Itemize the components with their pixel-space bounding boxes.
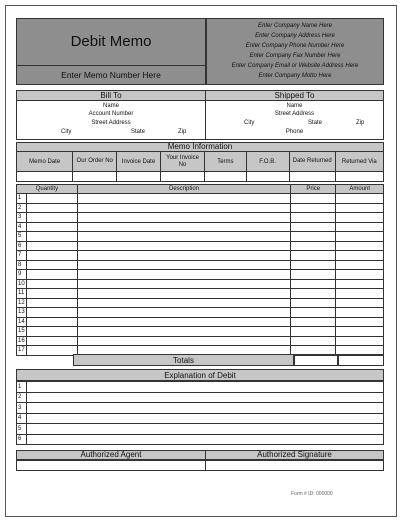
shipped-to-name[interactable]: Name (286, 103, 303, 109)
price-total-cell[interactable] (294, 354, 338, 366)
amount-total-cell[interactable] (338, 354, 384, 366)
our-order-no-cell[interactable] (73, 172, 117, 182)
price-cell[interactable] (291, 308, 336, 318)
explanation-row-number: 5 (17, 424, 27, 435)
explanation-row-number: 3 (17, 403, 27, 414)
price-cell[interactable] (291, 213, 336, 223)
amount-cell[interactable] (336, 213, 384, 223)
row-number: 12 (18, 299, 25, 306)
memo-number-box[interactable] (16, 65, 206, 85)
totals-label: Totals (173, 356, 194, 365)
quantity-cell[interactable] (26, 222, 77, 232)
date-returned-cell[interactable] (289, 172, 335, 182)
amount-cell[interactable] (336, 232, 384, 242)
agent-header (16, 450, 206, 460)
explanation-row (17, 434, 384, 445)
memo-col-your-invoice-no: Your Invoice No (160, 152, 204, 172)
item-row (17, 213, 384, 223)
amount-cell[interactable] (336, 317, 384, 327)
price-cell[interactable] (291, 336, 336, 346)
item-row (17, 260, 384, 270)
company-address[interactable]: Enter Company Address Here (255, 33, 335, 39)
price-cell[interactable] (291, 327, 336, 337)
amount-cell[interactable] (336, 298, 384, 308)
item-row (17, 270, 384, 280)
quantity-cell[interactable] (26, 213, 77, 223)
agent-field[interactable] (16, 460, 206, 471)
memo-info-table (16, 151, 384, 182)
quantity-cell[interactable] (26, 317, 77, 327)
price-cell[interactable] (291, 260, 336, 270)
description-cell[interactable] (77, 317, 290, 327)
explanation-row-number: 1 (17, 382, 27, 393)
description-cell[interactable] (77, 241, 290, 251)
explanation-row-number: 6 (17, 434, 27, 445)
bill-to-zip[interactable]: Zip (178, 129, 187, 135)
description-cell[interactable] (77, 270, 290, 280)
item-row (17, 308, 384, 318)
shipped-to-header (205, 90, 384, 101)
bill-to-account[interactable]: Account Number (88, 111, 134, 117)
col-quantity: Quantity (17, 185, 78, 194)
quantity-cell[interactable] (26, 241, 77, 251)
memo-col-memo-date: Memo Date (17, 152, 73, 172)
description-cell[interactable] (77, 194, 290, 204)
row-number: 2 (17, 203, 27, 213)
quantity-cell[interactable] (26, 336, 77, 346)
item-row (17, 251, 384, 261)
amount-cell[interactable] (336, 289, 384, 299)
item-rows (17, 194, 384, 356)
item-row (17, 289, 384, 299)
price-cell[interactable] (291, 317, 336, 327)
explanation-row (17, 413, 384, 424)
amount-cell[interactable] (336, 279, 384, 289)
explanation-heading: Explanation of Debit (164, 371, 236, 380)
price-cell[interactable] (291, 241, 336, 251)
amount-cell[interactable] (336, 308, 384, 318)
row-number: 7 (17, 251, 27, 261)
quantity-cell[interactable] (26, 298, 77, 308)
row-number: 17 (18, 347, 25, 354)
company-email[interactable]: Enter Company Email or Website Address Here (231, 63, 359, 69)
company-motto[interactable]: Enter Company Motto Here (258, 73, 332, 79)
invoice-date-cell[interactable] (117, 172, 161, 182)
company-info-box (206, 18, 384, 85)
quantity-cell[interactable] (26, 308, 77, 318)
explanation-row-number: 2 (17, 392, 27, 403)
description-cell[interactable] (77, 222, 290, 232)
quantity-cell[interactable] (26, 251, 77, 261)
explanation-row (17, 424, 384, 435)
price-cell[interactable] (291, 279, 336, 289)
quantity-cell[interactable] (26, 279, 77, 289)
description-cell[interactable] (77, 203, 290, 213)
description-cell[interactable] (77, 251, 290, 261)
row-number: 6 (17, 241, 27, 251)
memo-col-our-order-no: Our Order No (73, 152, 117, 172)
description-cell[interactable] (77, 260, 290, 270)
col-description: Description (77, 185, 290, 194)
row-number: 3 (17, 213, 27, 223)
amount-cell[interactable] (336, 260, 384, 270)
price-cell[interactable] (291, 203, 336, 213)
col-amount: Amount (336, 185, 384, 194)
explanation-text-cell[interactable] (27, 413, 384, 424)
explanation-text-cell[interactable] (27, 434, 384, 445)
price-cell[interactable] (291, 270, 336, 280)
item-row (17, 194, 384, 204)
item-row (17, 327, 384, 337)
explanation-row (17, 382, 384, 393)
description-cell[interactable] (77, 308, 290, 318)
terms-cell[interactable] (205, 172, 246, 182)
memo-col-returned-via: Returned Via (335, 152, 383, 172)
shipped-to-city[interactable]: City (244, 120, 255, 126)
signature-header (205, 450, 384, 460)
col-price: Price (291, 185, 336, 194)
explanation-table (16, 381, 384, 445)
items-table (16, 184, 384, 356)
explanation-text-cell[interactable] (27, 392, 384, 403)
quantity-cell[interactable] (26, 346, 77, 356)
price-cell[interactable] (291, 222, 336, 232)
row-number: 9 (17, 270, 27, 280)
bill-to-heading: Bill To (100, 91, 122, 100)
amount-cell[interactable] (336, 203, 384, 213)
totals-bar (73, 354, 294, 366)
amount-cell[interactable] (336, 336, 384, 346)
explanation-row (17, 403, 384, 414)
row-number: 5 (17, 232, 27, 242)
item-row (17, 241, 384, 251)
amount-cell[interactable] (336, 251, 384, 261)
description-cell[interactable] (77, 213, 290, 223)
bill-to-state[interactable]: State (131, 129, 146, 135)
signature-label: Authorized Signature (257, 450, 332, 459)
quantity-cell[interactable] (26, 270, 77, 280)
row-number: 8 (17, 260, 27, 270)
amount-cell[interactable] (336, 241, 384, 251)
quantity-cell[interactable] (26, 327, 77, 337)
item-row (17, 279, 384, 289)
explanation-text-cell[interactable] (27, 403, 384, 414)
price-cell[interactable] (291, 251, 336, 261)
description-cell[interactable] (77, 232, 290, 242)
memo-date-cell[interactable] (17, 172, 73, 182)
debit-memo-form (5, 5, 397, 517)
memo-col-date-returned: Date Returned (289, 152, 335, 172)
row-number: 1 (17, 194, 27, 204)
shipped-to-phone[interactable]: Phone (285, 129, 304, 135)
price-cell[interactable] (291, 194, 336, 204)
price-cell[interactable] (291, 298, 336, 308)
memo-col-fob: F.O.B. (246, 152, 289, 172)
item-row (17, 317, 384, 327)
shipped-to-street[interactable]: Street Address (274, 111, 315, 117)
amount-cell[interactable] (336, 327, 384, 337)
signature-field[interactable] (205, 460, 384, 471)
explanation-header (16, 369, 384, 381)
quantity-cell[interactable] (26, 260, 77, 270)
memo-number-field[interactable]: Enter Memo Number Here (61, 70, 161, 80)
bill-to-city[interactable]: City (61, 129, 72, 135)
bill-to-name[interactable]: Name (102, 103, 119, 109)
price-cell[interactable] (291, 232, 336, 242)
quantity-cell[interactable] (26, 194, 77, 204)
memo-col-terms: Terms (205, 152, 246, 172)
row-number: 16 (18, 337, 25, 344)
fob-cell[interactable] (246, 172, 289, 182)
company-fax[interactable]: Enter Company Fax Number Here (249, 53, 341, 59)
row-number: 15 (18, 328, 25, 335)
row-number: 11 (17, 289, 27, 299)
row-number: 14 (18, 318, 25, 325)
memo-info-heading: Memo Information (167, 142, 233, 151)
explanation-text-cell[interactable] (27, 424, 384, 435)
description-cell[interactable] (77, 279, 290, 289)
amount-cell[interactable] (336, 222, 384, 232)
explanation-text-cell[interactable] (27, 382, 384, 393)
row-number: 13 (18, 309, 25, 316)
title-box (16, 18, 206, 66)
bill-to-header (16, 90, 206, 101)
agent-label: Authorized Agent (80, 450, 142, 459)
description-cell[interactable] (77, 336, 290, 346)
shipped-to-zip[interactable]: Zip (356, 120, 365, 126)
bill-to-street[interactable]: Street Address (91, 120, 131, 126)
item-row (17, 203, 384, 213)
amount-cell[interactable] (336, 194, 384, 204)
item-row (17, 222, 384, 232)
company-phone[interactable]: Enter Company Phone Number Here (245, 43, 345, 49)
form-id: Form # ID: 000000 (291, 491, 333, 497)
quantity-cell[interactable] (26, 289, 77, 299)
item-row (17, 336, 384, 346)
returned-via-cell[interactable] (335, 172, 383, 182)
your-invoice-no-cell[interactable] (160, 172, 204, 182)
form-title: Debit Memo (70, 33, 152, 50)
shipped-to-heading: Shipped To (274, 91, 315, 100)
item-row (17, 232, 384, 242)
item-row (17, 298, 384, 308)
amount-cell[interactable] (336, 270, 384, 280)
row-number: 4 (17, 222, 27, 232)
price-cell[interactable] (291, 289, 336, 299)
quantity-cell[interactable] (26, 203, 77, 213)
memo-col-invoice-date: Invoice Date (117, 152, 161, 172)
company-name[interactable]: Enter Company Name Here (257, 23, 333, 29)
explanation-rows (17, 382, 384, 445)
row-number: 10 (18, 280, 25, 287)
description-cell[interactable] (77, 298, 290, 308)
explanation-row-number: 4 (17, 413, 27, 424)
description-cell[interactable] (77, 327, 290, 337)
description-cell[interactable] (77, 289, 290, 299)
shipped-to-state[interactable]: State (308, 120, 323, 126)
explanation-row (17, 392, 384, 403)
quantity-cell[interactable] (26, 232, 77, 242)
